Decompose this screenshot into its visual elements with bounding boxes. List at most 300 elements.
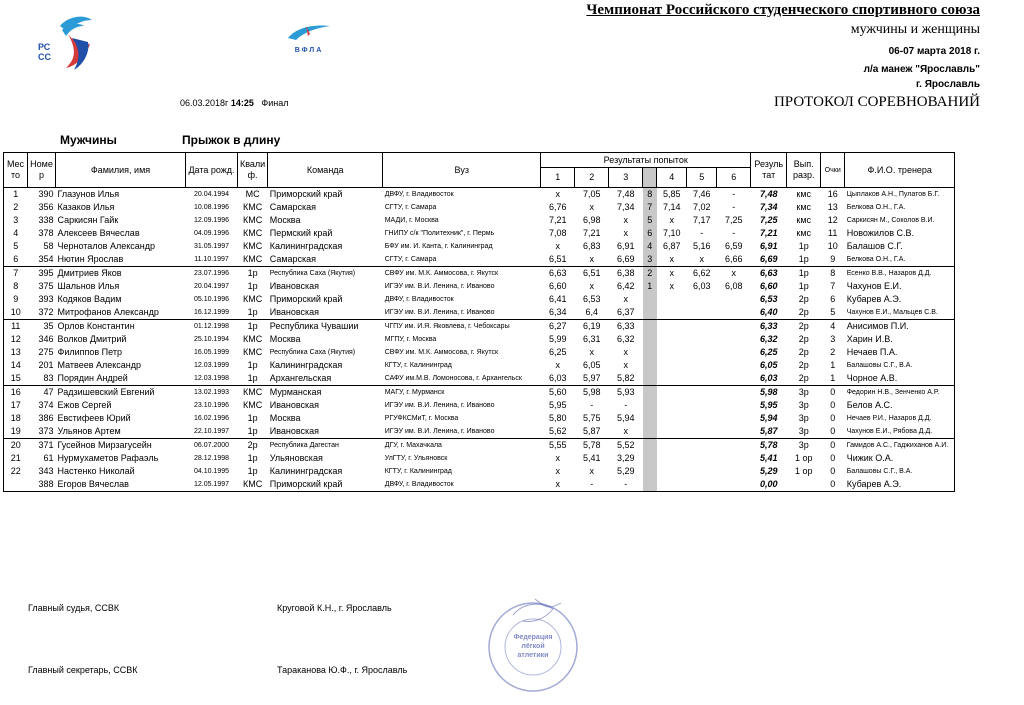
row-rank: КМС	[242, 254, 263, 264]
row-dob: 31.05.1997	[193, 243, 230, 250]
row-attempt-4: 7,14	[662, 202, 681, 212]
row-attempt-6	[717, 478, 751, 492]
row-dob: 01.12.1998	[186, 320, 238, 334]
row-attempt-2: x	[589, 202, 594, 212]
row-order	[643, 412, 657, 425]
row-uni: БФУ им. И. Канта, г. Калининград	[384, 243, 493, 250]
row-coach: Саркисян М., Соколов В.И.	[845, 214, 955, 227]
row-uni: МАДИ, г. Москва	[384, 217, 439, 224]
table-row	[4, 346, 955, 359]
row-dob: 16.02.1996	[193, 415, 230, 422]
row-attempt-5: 7,17	[692, 215, 711, 225]
row-result: 6,91	[759, 241, 778, 251]
row-dob: 06.07.2000	[186, 439, 238, 453]
row-points: 1	[830, 360, 836, 370]
row-result: 6,32	[759, 334, 778, 344]
row-attempt-4	[657, 346, 687, 359]
table-row	[4, 333, 955, 346]
row-attempt-1: 5,60	[541, 386, 575, 400]
row-attempt-5	[687, 399, 717, 412]
row-place: 6	[4, 253, 28, 267]
row-attempt-2: 6,05	[582, 360, 601, 370]
row-uni: СВФУ им. М.К. Аммосова, г. Якутск	[383, 267, 541, 281]
row-order	[643, 465, 657, 478]
row-place: 10	[4, 306, 28, 320]
row-coach: Чахунов Е.И., Рябова Д.Д.	[845, 425, 955, 439]
row-attempt-2: 5,97	[582, 373, 601, 383]
row-coach: Балашовы С.Г., В.А.	[845, 465, 955, 478]
row-uni: СГТУ, г. Самара	[384, 256, 437, 263]
row-bib: 356	[38, 202, 54, 212]
table-row	[4, 386, 955, 400]
row-attempt-5	[687, 439, 717, 453]
row-bib: 338	[38, 215, 54, 225]
row-done-rank: 3р	[787, 439, 821, 453]
event-group: Мужчины	[60, 133, 117, 147]
row-attempt-3: 7,48	[609, 188, 643, 202]
row-attempt-4: x	[669, 254, 674, 264]
row-athlete-name: Глазунов Илья	[56, 188, 186, 202]
col-attempt-4: 4	[657, 168, 687, 188]
row-attempt-5: 7,46	[687, 188, 717, 202]
row-dob: 12.03.1999	[193, 362, 230, 369]
championship-subtitle: мужчины и женщины	[850, 22, 980, 37]
row-place: 21	[4, 452, 28, 465]
row-athlete-name: Нютин Ярослав	[57, 254, 124, 264]
row-attempt-2: 5,41	[582, 453, 601, 463]
row-points: 4	[821, 320, 845, 334]
row-order	[643, 439, 657, 453]
row-points: 13	[827, 202, 838, 212]
row-athlete-name: Егоров Вячеслав	[56, 478, 186, 492]
table-row	[4, 372, 955, 386]
row-uni: ДВФУ, г. Владивосток	[383, 188, 541, 202]
row-coach: Нечаев П.А.	[845, 346, 955, 359]
rsss-logo	[38, 12, 96, 74]
row-done-rank	[787, 478, 821, 492]
row-attempt-4	[657, 399, 687, 412]
row-bib: 395	[28, 267, 56, 281]
row-done-rank: 2р	[787, 320, 821, 334]
row-result: 7,25	[759, 215, 778, 225]
row-dob: 12.09.1996	[193, 217, 230, 224]
row-order	[643, 386, 657, 400]
col-attempt-2: 2	[575, 168, 609, 188]
row-uni: ДВФУ, г. Владивосток	[384, 296, 454, 303]
row-attempt-4	[657, 465, 687, 478]
row-team: Самарская	[269, 254, 317, 264]
row-rank: КМС	[242, 202, 263, 212]
row-attempt-4	[657, 452, 687, 465]
row-attempt-2: 6,98	[582, 215, 601, 225]
row-coach: Гамидов А.С., Гаджиханов А.И.	[845, 439, 955, 453]
row-attempt-2: x	[589, 254, 594, 264]
row-order	[643, 372, 657, 386]
row-order	[643, 293, 657, 306]
row-attempt-4	[657, 293, 687, 306]
row-rank: 2р	[238, 439, 268, 453]
row-attempt-2: x	[589, 347, 594, 357]
row-attempt-3: 5,94	[616, 413, 635, 423]
row-attempt-1: 6,34	[548, 307, 567, 317]
row-attempt-1: 7,08	[548, 228, 567, 238]
row-attempt-5	[687, 386, 717, 400]
row-coach: Цыплаков А.Н., Пулатов Б.Г.	[845, 188, 955, 202]
row-attempt-3: 5,29	[616, 466, 635, 476]
row-attempt-6: 6,59	[724, 241, 743, 251]
row-attempt-5: 5,16	[692, 241, 711, 251]
row-dob: 12.03.1998	[193, 375, 230, 382]
table-row	[4, 293, 955, 306]
row-rank: КМС	[238, 386, 268, 400]
col-dob: Дата рожд.	[186, 153, 238, 188]
row-attempt-1: 6,03	[548, 373, 567, 383]
row-attempt-3: 6,42	[616, 281, 635, 291]
row-attempt-6: -	[732, 228, 736, 238]
results-body	[4, 188, 955, 492]
championship-title: Чемпионат Российского студенческого спортивного союза	[586, 2, 980, 18]
row-attempt-4: 6,87	[662, 241, 681, 251]
row-attempt-5	[687, 293, 717, 306]
row-dob: 10.08.1996	[193, 204, 230, 211]
row-result: 5,94	[759, 413, 778, 423]
start-date: 06.03.2018г	[180, 98, 229, 108]
row-attempt-4	[657, 333, 687, 346]
row-order: 5	[643, 214, 657, 227]
col-points: Очки	[821, 153, 845, 188]
row-athlete-name: Настенко Николай	[57, 466, 135, 476]
row-uni: СГТУ, г. Самара	[384, 204, 437, 211]
row-done-rank: 1р	[798, 254, 809, 264]
row-order: 7	[643, 201, 657, 214]
row-coach: Чижик О.А.	[845, 452, 955, 465]
row-place: 7	[4, 267, 28, 281]
table-row	[4, 227, 955, 240]
col-done-rank: Вып. разр.	[787, 153, 821, 188]
date-line	[180, 98, 289, 108]
row-place: 8	[4, 280, 28, 293]
row-points: 0	[830, 466, 836, 476]
row-athlete-name: Волков Дмитрий	[57, 334, 127, 344]
row-uni: РГУФКСМиТ, г. Москва	[384, 415, 459, 422]
row-coach: Есенко В.В., Назаров Д.Д.	[845, 267, 955, 281]
row-order: 1	[643, 280, 657, 293]
vfla-logo	[284, 22, 334, 52]
row-attempt-4	[657, 439, 687, 453]
row-attempt-1: x	[541, 478, 575, 492]
table-row	[4, 399, 955, 412]
row-bib: 47	[28, 386, 56, 400]
row-bib: 371	[28, 439, 56, 453]
row-attempt-1: x	[555, 453, 560, 463]
row-order: 6	[643, 227, 657, 240]
row-coach: Анисимов П.И.	[845, 320, 955, 334]
row-uni: ДГУ, г. Махачкала	[383, 439, 541, 453]
row-done-rank: 1 ор	[794, 453, 813, 463]
row-uni: ИГЭУ им. В.И. Ленина, г. Иваново	[384, 283, 495, 290]
row-place: 1	[4, 188, 28, 202]
row-attempt-5	[687, 465, 717, 478]
row-rank: МС	[238, 188, 268, 202]
row-attempt-3: 5,82	[616, 373, 635, 383]
row-attempt-2: 6,4	[585, 307, 598, 317]
row-bib: 354	[38, 254, 54, 264]
row-result: 6,25	[759, 347, 778, 357]
row-points: 9	[830, 254, 836, 264]
row-done-rank: 1р	[798, 241, 809, 251]
row-done-rank: кмс	[796, 202, 812, 212]
row-team: Ивановская	[269, 426, 320, 436]
row-points: 8	[821, 267, 845, 281]
row-result: 7,21	[759, 228, 778, 238]
row-attempt-1: 5,80	[548, 413, 567, 423]
row-attempt-5	[687, 346, 717, 359]
row-order	[643, 478, 657, 492]
row-bib: 374	[38, 400, 54, 410]
row-attempt-1: 5,95	[548, 400, 567, 410]
row-attempt-1: 5,62	[548, 426, 567, 436]
table-row	[4, 465, 955, 478]
row-result: 5,41	[759, 453, 778, 463]
row-rank: КМС	[242, 241, 263, 251]
row-attempt-4	[657, 372, 687, 386]
row-attempt-5: x	[699, 254, 704, 264]
row-result: 5,98	[751, 386, 787, 400]
table-row	[4, 188, 955, 202]
row-points: 10	[827, 241, 838, 251]
row-bib: 372	[38, 307, 54, 317]
row-attempt-3: 6,38	[609, 267, 643, 281]
row-order	[643, 399, 657, 412]
row-athlete-name: Матвеев Александр	[57, 360, 142, 370]
row-team: Самарская	[269, 202, 317, 212]
row-points: 0	[821, 386, 845, 400]
row-result: 0,00	[751, 478, 787, 492]
table-row	[4, 267, 955, 281]
row-attempt-6	[717, 372, 751, 386]
row-bib: 275	[38, 347, 54, 357]
vfla-logo-text: ВФЛА	[294, 47, 324, 54]
row-rank: КМС	[242, 228, 263, 238]
row-attempt-2: -	[590, 400, 594, 410]
row-dob: 28.12.1998	[193, 455, 230, 462]
table-row	[4, 201, 955, 214]
row-attempt-2: 6,51	[575, 267, 609, 281]
judge-label: Главный судья, ССВК	[28, 603, 120, 613]
row-coach: Харин И.В.	[845, 333, 955, 346]
col-rank: Квали ф.	[238, 153, 268, 188]
row-athlete-name: Гусейнов Мирзагусейн	[56, 439, 186, 453]
row-attempt-3: 5,52	[609, 439, 643, 453]
row-team: Республика Саха (Якутия)	[268, 267, 383, 281]
row-coach: Чахунов Е.И.	[845, 280, 955, 293]
row-result: 5,29	[759, 466, 778, 476]
row-athlete-name: Черноталов Александр	[57, 241, 155, 251]
stamp-text: Федерация лёгкой атлетики	[513, 634, 553, 659]
row-place: 9	[4, 293, 28, 306]
row-dob: 04.10.1995	[193, 468, 230, 475]
row-bib: 61	[43, 453, 54, 463]
row-place: 11	[4, 320, 28, 334]
row-rank: 1р	[247, 426, 258, 436]
row-attempt-4: x	[669, 215, 674, 225]
row-dob: 20.04.1997	[193, 283, 230, 290]
row-done-rank: 2р	[798, 307, 809, 317]
row-attempt-2: 5,87	[582, 426, 601, 436]
secretary-name: Тараканова Ю.Ф., г. Ярославль	[277, 665, 408, 675]
row-place: 17	[4, 399, 28, 412]
row-uni: УлГТУ, г. Ульяновск	[384, 455, 448, 462]
row-uni: ИГЭУ им. В.И. Ленина, г. Иваново	[384, 428, 495, 435]
row-result: 6,03	[759, 373, 778, 383]
row-place	[4, 478, 28, 492]
row-place: 3	[4, 214, 28, 227]
row-attempt-4	[657, 478, 687, 492]
row-coach: Федорин Н.В., Зенченко А.Р.	[845, 386, 955, 400]
row-attempt-4	[657, 412, 687, 425]
row-attempt-4	[657, 425, 687, 439]
row-attempt-1: 6,63	[541, 267, 575, 281]
row-team: Москва	[269, 413, 301, 423]
row-attempt-2: 7,21	[582, 228, 601, 238]
table-row	[4, 253, 955, 267]
row-attempt-5: -	[700, 228, 704, 238]
row-result: 7,48	[751, 188, 787, 202]
row-attempt-2: 5,98	[575, 386, 609, 400]
table-row	[4, 306, 955, 320]
row-bib: 35	[28, 320, 56, 334]
row-place: 22	[4, 465, 28, 478]
row-dob: 25.10.1994	[193, 336, 230, 343]
row-athlete-name: Филиппов Петр	[57, 347, 122, 357]
table-row	[4, 425, 955, 439]
row-place: 4	[4, 227, 28, 240]
row-attempt-4	[657, 306, 687, 320]
row-attempt-1: 6,41	[548, 294, 567, 304]
row-attempt-6	[717, 465, 751, 478]
row-bib: 373	[38, 426, 54, 436]
row-attempt-6: -	[717, 188, 751, 202]
row-attempt-5	[687, 478, 717, 492]
row-order: 2	[643, 267, 657, 281]
row-attempt-3: x	[623, 228, 628, 238]
row-uni: ИГЭУ им. В.И. Ленина, г. Иваново	[384, 402, 495, 409]
row-attempt-6: 7,25	[724, 215, 743, 225]
row-bib: 375	[38, 281, 54, 291]
row-attempt-1: 6,51	[548, 254, 567, 264]
row-rank: 1р	[238, 320, 268, 334]
row-done-rank: 2р	[798, 294, 809, 304]
row-attempt-1: 6,60	[548, 281, 567, 291]
row-attempt-6	[717, 346, 751, 359]
table-row	[4, 412, 955, 425]
row-athlete-name: Саркисян Гайк	[57, 215, 119, 225]
row-attempt-1: 6,25	[548, 347, 567, 357]
col-coach: Ф.И.О. тренера	[845, 153, 955, 188]
row-coach: Белкова О.Н., Г.А.	[845, 253, 955, 267]
row-rank: 1р	[247, 307, 258, 317]
row-dob: 04.09.1996	[193, 230, 230, 237]
row-team: Приморский край	[269, 294, 343, 304]
row-attempt-2: 6,83	[582, 241, 601, 251]
row-attempt-2: -	[575, 478, 609, 492]
row-athlete-name: Митрофанов Александр	[57, 307, 159, 317]
row-rank: КМС	[242, 347, 263, 357]
row-coach: Белов А.С.	[845, 399, 955, 412]
row-place: 20	[4, 439, 28, 453]
row-result: 6,05	[759, 360, 778, 370]
row-rank: 1р	[238, 267, 268, 281]
row-attempt-1: x	[541, 188, 575, 202]
row-done-rank: 1 ор	[794, 466, 813, 476]
row-attempt-3: 6,33	[609, 320, 643, 334]
row-attempt-5	[687, 425, 717, 439]
row-bib: 83	[43, 373, 54, 383]
row-athlete-name: Шальнов Илья	[57, 281, 120, 291]
row-order: 8	[643, 188, 657, 202]
row-attempt-6	[717, 386, 751, 400]
row-result: 6,60	[759, 281, 778, 291]
row-place: 14	[4, 359, 28, 372]
row-place: 5	[4, 240, 28, 253]
row-attempt-5	[687, 359, 717, 372]
row-athlete-name: Кодяков Вадим	[57, 294, 122, 304]
row-athlete-name: Радзишевский Евгений	[56, 386, 186, 400]
row-rank: КМС	[242, 294, 263, 304]
row-team: Приморский край	[268, 478, 383, 492]
row-result: 6,63	[751, 267, 787, 281]
row-dob: 23.10.1996	[193, 402, 230, 409]
row-attempt-5	[687, 306, 717, 320]
row-athlete-name: Орлов Константин	[56, 320, 186, 334]
row-done-rank: 3р	[787, 386, 821, 400]
row-attempt-1: 6,27	[541, 320, 575, 334]
row-bib: 343	[38, 466, 54, 476]
row-points: 11	[828, 228, 838, 238]
row-dob: 23.07.1996	[186, 267, 238, 281]
row-attempt-6: -	[732, 202, 736, 212]
row-order	[643, 359, 657, 372]
row-rank: 1р	[247, 360, 258, 370]
col-order	[643, 168, 657, 188]
row-attempt-1: x	[555, 360, 560, 370]
row-points: 0	[821, 478, 845, 492]
row-points: 0	[830, 426, 836, 436]
row-attempt-4: x	[669, 281, 674, 291]
event-city: г. Ярославль	[916, 79, 980, 90]
row-points: 0	[830, 400, 836, 410]
row-attempt-4: 7,10	[662, 228, 681, 238]
row-attempt-2: 6,53	[582, 294, 601, 304]
row-done-rank: 1р	[787, 267, 821, 281]
row-result: 5,95	[759, 400, 778, 410]
table-row	[4, 280, 955, 293]
row-attempt-6	[717, 439, 751, 453]
row-team: Калининградская	[269, 241, 343, 251]
row-team: Республика Саха (Якутия)	[269, 349, 356, 356]
row-athlete-name: Ежов Сергей	[57, 400, 112, 410]
row-points: 2	[830, 347, 836, 357]
row-uni: КГТУ, г. Калининград	[384, 362, 452, 369]
row-result: 6,33	[751, 320, 787, 334]
col-place: Мес то	[4, 153, 28, 188]
row-result: 6,40	[759, 307, 778, 317]
row-done-rank: 3р	[798, 413, 809, 423]
row-rank: 1р	[247, 281, 258, 291]
row-dob: 12.05.1997	[186, 478, 238, 492]
row-order: 4	[643, 240, 657, 253]
row-result: 6,69	[759, 254, 778, 264]
